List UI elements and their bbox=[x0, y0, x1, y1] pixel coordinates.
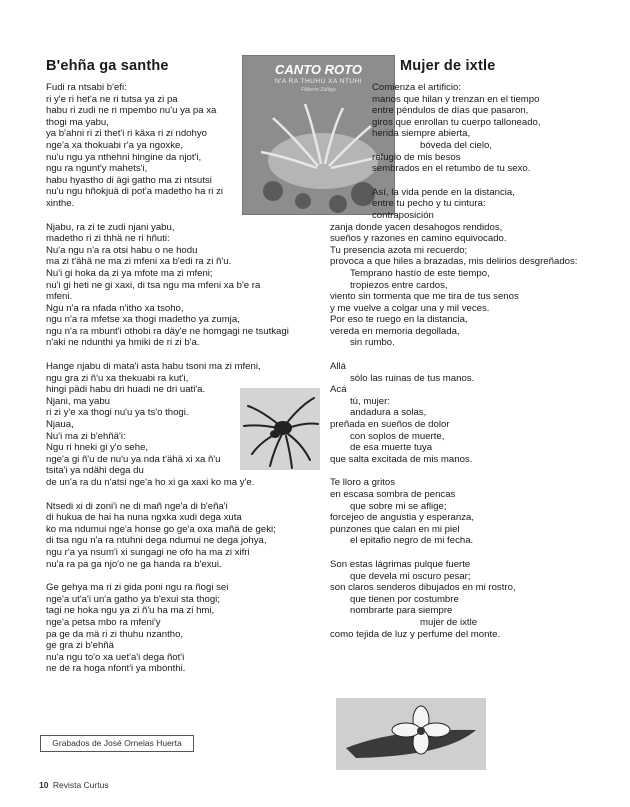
stanza bbox=[330, 361, 592, 465]
agave-flower-icon bbox=[336, 698, 486, 770]
poem-line: ngu r'a ya nsum'i xi sungagi ne ofo ha ma zi xifri bbox=[46, 546, 250, 558]
poem-line: nu'a ra pa ga njo'o ne ga handa ra b'exui. bbox=[46, 558, 222, 570]
poem-line: madetho ri zi thhä ne ri hñuti: bbox=[46, 233, 170, 245]
poem-line: nu'u ngu ya nthehni hingine da njot'i, bbox=[46, 151, 202, 163]
poem-line: Acá bbox=[330, 384, 347, 396]
poem-line: Allá bbox=[330, 361, 346, 373]
poem-line: habu hyastho di ägi gatho ma zi ntsutsi bbox=[46, 174, 212, 186]
poem-line: forcejeo de angustia y esperanza, bbox=[330, 512, 474, 524]
poem-line: punzones que calan en mi piel bbox=[330, 523, 460, 535]
poem-line: Ge gehya ma ri zi gida poni ngu ra ñogi sei bbox=[46, 582, 229, 594]
poem-line: nge'a xa thokuabi r'a ya ngoxke, bbox=[46, 139, 184, 151]
poem-line: que tienen por costumbre bbox=[350, 593, 459, 605]
poem-line: Comienza el artificio: bbox=[372, 82, 462, 93]
poem-line: Nu'i gi hoka da zi ya mfote ma zi mfeni; bbox=[46, 267, 213, 279]
page-footer bbox=[39, 780, 109, 790]
poem-line: andadura a solas, bbox=[350, 407, 427, 419]
poem-line: di tsa ngu n'a ra ntuhni dega ndumui ne dega johya, bbox=[46, 535, 267, 547]
poem-line: ri y'e ri het'a ne ri tutsa ya zi pa bbox=[46, 93, 178, 105]
poem-line: ne de ra hoga nfont'i ya mbonthi. bbox=[46, 663, 186, 675]
poem-line: Njabu, ra zi te zudi njani yabu, bbox=[46, 221, 175, 233]
poem-line: ma zi t'ähä ne ma zi mfeni xa b'edi ra zi ñ'u. bbox=[46, 256, 232, 268]
poem-line: Ngu ri hneki gi y'o sehe, bbox=[46, 442, 149, 454]
poem-line: pa ge da mä ri zi thuhu nzantho, bbox=[46, 628, 184, 640]
spanish-poem-body bbox=[330, 82, 592, 640]
poem-line: ngu gra zi ñ'u xa thekuabi ra kut'i, bbox=[46, 372, 189, 384]
poem-line: con soplos de muerte, bbox=[350, 430, 445, 442]
poem-line: como tejida de luz y perfume del monte. bbox=[330, 628, 501, 640]
poem-line: que devela mi oscuro pesar; bbox=[350, 570, 471, 582]
poem-line: nu'i gi heti ne gi xaxi, di tsa ngu ma mfeni xa b'e ra bbox=[46, 279, 261, 291]
poem-line: Te lloro a gritos bbox=[330, 477, 396, 489]
poem-line: refugio de mis besos bbox=[372, 151, 461, 163]
spider-engraving bbox=[240, 388, 320, 470]
poem-line: Nu'a ngu n'a ra otsi habu o ne hodu bbox=[46, 244, 198, 256]
poem-line: Njaua, bbox=[46, 419, 74, 431]
poem-line: Hange njabu di mata'i asta habu tsoni ma zi mfeni, bbox=[46, 361, 261, 373]
poem-line: sembrados en el retumbo de tu sexo. bbox=[372, 163, 531, 175]
poem-line: preñada en sueños de dolor bbox=[330, 419, 450, 431]
poem-line: hingi pädi habu dri huadi ne dri uati'a. bbox=[46, 384, 206, 396]
poem-line: tú, mujer: bbox=[350, 395, 390, 407]
poem-line: entre tu pecho y tu cintura: bbox=[372, 198, 486, 210]
poem-line: Nu'i ma zi b'ehñä'i: bbox=[46, 430, 126, 442]
stanza bbox=[330, 187, 592, 349]
cover-author: Filiberto Zúñiga bbox=[301, 87, 336, 93]
poem-line: que salta excitada de mis manos. bbox=[330, 453, 473, 465]
poem-line: Njani, ma yabu bbox=[46, 395, 110, 407]
poem-line: ri zi y'e xa thogi nu'u ya ts'o thogi. bbox=[46, 407, 189, 419]
poem-line: de un'a ra du n'atsi nge'a ho xi ga xaxi ko ma y'e. bbox=[46, 477, 255, 488]
poem-line: viento sin tormenta que me tira de tus senos bbox=[330, 291, 519, 303]
poem-line: tropiezos entre cardos, bbox=[350, 279, 448, 291]
poem-line: sin rumbo. bbox=[350, 337, 395, 349]
flower-engraving bbox=[336, 698, 486, 770]
poem-line: entre péndulos de días que pasaron, bbox=[372, 105, 529, 117]
poem-line: y me vuelve a colgar una y mil veces. bbox=[330, 302, 490, 314]
page-number: 10 bbox=[39, 780, 49, 790]
poem-line: nu'a ngu to'o xa uet'a'i dega ñot'i bbox=[46, 651, 185, 663]
stanza bbox=[46, 501, 296, 571]
poem-line: nombrarte para siempre bbox=[350, 605, 453, 617]
poem-line: ge gra zi b'ehñä bbox=[46, 640, 114, 652]
otomi-poem-title: B'ehña ga santhe bbox=[46, 58, 169, 74]
poem-line: nge'a gi ñ'u de nu'u ya nda t'ähä xi xa ñ'u bbox=[46, 453, 221, 465]
poem-line: sólo las ruinas de tus manos. bbox=[350, 372, 475, 384]
poem-line: contraposición bbox=[372, 209, 434, 221]
stanza bbox=[46, 582, 296, 675]
poem-line: ngu ra ngunt'y mahets'i, bbox=[46, 163, 148, 175]
magazine-name: Revista Curtus bbox=[52, 780, 109, 790]
spider-icon bbox=[240, 388, 320, 470]
poem-line: xinthe. bbox=[46, 197, 75, 209]
stanza bbox=[330, 559, 592, 640]
poem-line: Ngu n'a ra nfada n'itho xa tsoho, bbox=[46, 302, 184, 314]
poem-line: ya b'ahni ri zi thet'i ri käxa ri zi ndohyo bbox=[46, 128, 207, 140]
stanza bbox=[330, 477, 592, 547]
poem-line: sueños y razones en camino equivocado. bbox=[330, 233, 507, 245]
poem-line: tagi ne hoka ngu ya zi ñ'u ha ma zi hmi, bbox=[46, 605, 215, 617]
poem-line: son claros senderos dibujados en mi rostro, bbox=[330, 582, 516, 594]
spanish-poem-title: Mujer de ixtle bbox=[400, 58, 496, 74]
poem-line: tsita'i ya ndähi dega du bbox=[46, 465, 144, 477]
poem-line: provoca a que hiles a brazadas, mis delirios desgreñados: bbox=[330, 256, 578, 268]
poem-line: el epitafio negro de mi fecha. bbox=[350, 535, 474, 547]
poem-line: manos que hilan y trenzan en el tiempo bbox=[372, 93, 540, 105]
poem-line: habu ri zudi ne ri mpembo nu'u ya pa xa bbox=[46, 105, 217, 117]
poem-line: ngu n'a ra mfetse xa thogi madetho ya zumja, bbox=[46, 314, 240, 326]
poem-line: mujer de ixtle bbox=[420, 616, 478, 628]
stanza bbox=[330, 82, 592, 175]
poem-line: vereda en memoria degollada, bbox=[330, 325, 460, 337]
cover-title: CANTO ROTO bbox=[275, 62, 362, 77]
poem-line: zanja donde yacen desahogos rendidos, bbox=[330, 221, 503, 233]
poem-line: Fudi ra ntsabi b'efi: bbox=[46, 82, 127, 93]
cover-subtitle: N'A RA THUHU XA NTUHI bbox=[274, 78, 363, 85]
poem-line: bóveda del cielo, bbox=[420, 139, 493, 151]
poem-line: en escasa sombra de pencas bbox=[330, 489, 456, 500]
poem-line: Tu presencia azota mi recuerdo; bbox=[330, 244, 468, 256]
poem-line: que sobre mi se aflige; bbox=[350, 500, 447, 512]
poem-line: giros que enrollan tu cuerpo talloneado, bbox=[372, 116, 541, 128]
poem-line: ngu n'a ra mbunt'i othobi ra däy'e ne homgagi ne tsutkagi bbox=[46, 325, 289, 337]
poem-line: Así, la vida pende en la distancia, bbox=[372, 186, 515, 198]
poem-line: n'aki ne ndunthi ya hmiki de ri zi b'a. bbox=[46, 337, 200, 349]
poem-line: Temprano hastío de este tiempo, bbox=[350, 267, 490, 279]
poem-line: nge'a petsa mbo ra mfeni'y bbox=[46, 616, 161, 628]
poem-line: Son estas lágrimas pulque fuerte bbox=[330, 558, 471, 570]
poem-line: ko ma ndumui nge'a honse go ge'a oxa mañä de geki; bbox=[46, 523, 276, 535]
stanza bbox=[46, 222, 296, 350]
engravings-credit: Grabados de José Ornelas Huerta bbox=[40, 735, 194, 752]
poem-line: di hukua de hai ha nuna ngxka xudi dega xuta bbox=[46, 512, 242, 524]
poem-line: nu'u ngu hñokjuä di pot'a madetho ha ri zi bbox=[46, 186, 224, 198]
poem-line: de esa muerte tuya bbox=[350, 442, 433, 454]
poem-line: nge'a ut'a'i un'a gatho ya b'exui sta thogi; bbox=[46, 593, 220, 605]
poem-line: thogi ma yabu, bbox=[46, 116, 109, 128]
poem-line: herida siempre abierta, bbox=[372, 128, 471, 140]
spanish-poem-column bbox=[330, 58, 592, 652]
poem-line: Ntsedi xi di zoni'i ne di mañ nge'a di b'eña'i bbox=[46, 500, 228, 512]
poem-line: Por eso te ruego en la distancia, bbox=[330, 314, 468, 326]
poem-line: mfeni. bbox=[46, 291, 73, 303]
